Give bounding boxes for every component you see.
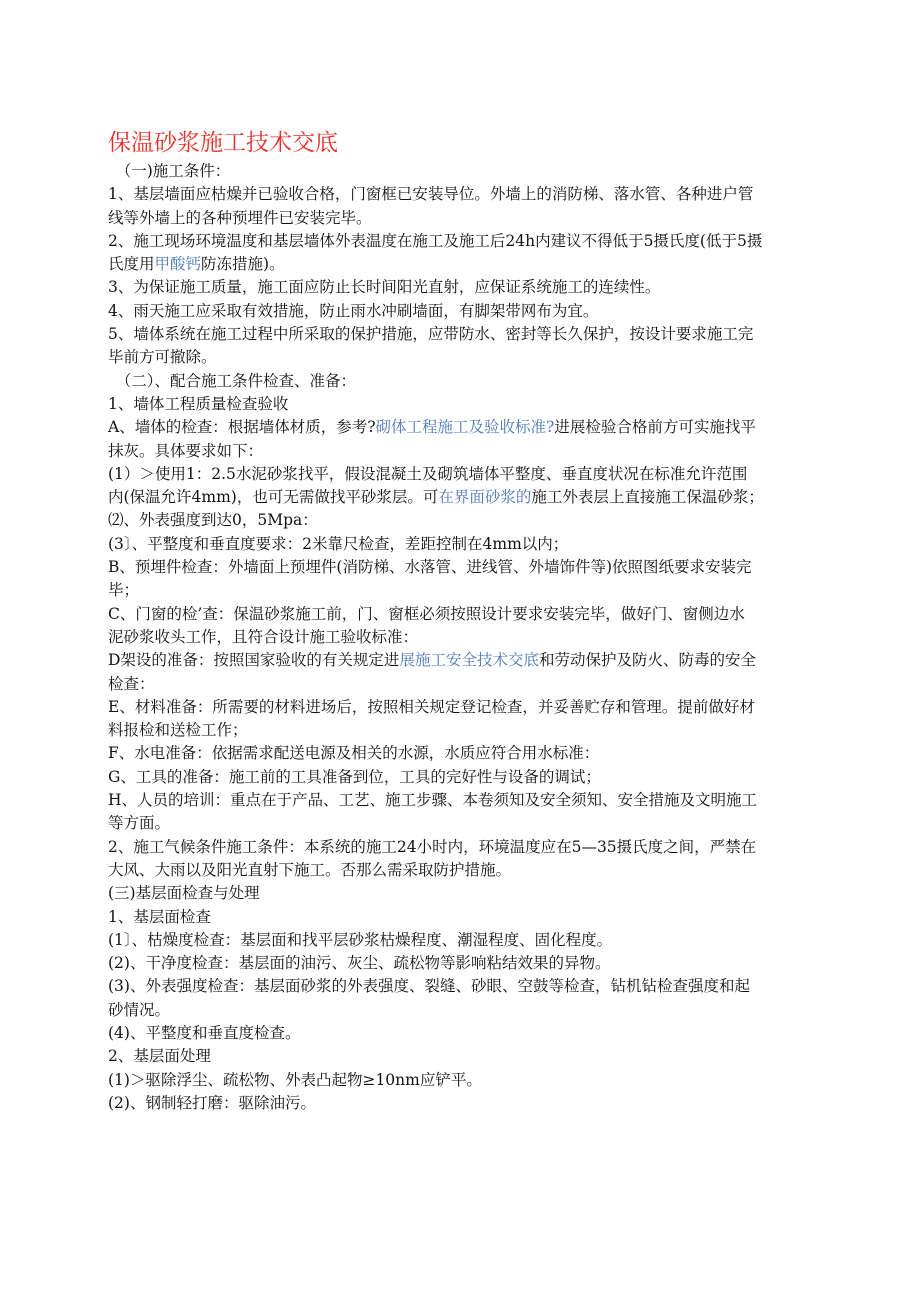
- text-line: [108, 183, 828, 206]
- inline-link[interactable]: 在界面砂浆的: [438, 488, 532, 507]
- text-line: [108, 859, 828, 882]
- text-segment: 内(保温允许4mm)，也可无需做找平砂浆层。可: [108, 488, 439, 507]
- text-segment: A、墙体的检查：根据墙体材质，参考?: [108, 418, 376, 437]
- text-line: [108, 579, 828, 602]
- text-line: [108, 509, 828, 532]
- text-segment: 2、基层面处理: [108, 1047, 211, 1066]
- text-segment: 砂情况。: [108, 1000, 171, 1019]
- text-segment: (1〕、枯燥度检查：基层面和找平层砂浆枯燥程度、潮湿程度、固化程度。: [108, 930, 613, 949]
- text-segment: 防冻措施)。: [201, 255, 285, 274]
- text-line: [108, 952, 828, 975]
- text-line: [108, 556, 828, 579]
- text-segment: 1、墙体工程质量检查验收: [108, 394, 289, 413]
- text-line: [108, 975, 828, 998]
- text-line: [108, 323, 828, 346]
- text-segment: G、工具的准备：施工前的工具准备到位，工具的完好性与设备的调试；: [108, 767, 601, 786]
- text-segment: 检查：: [108, 674, 155, 693]
- text-segment: (2)、钢制轻打磨：驱除油污。: [108, 1093, 316, 1112]
- text-line: [108, 1069, 828, 1092]
- inline-link[interactable]: 展施工安全技术交底: [399, 651, 539, 670]
- text-line: [108, 346, 828, 369]
- text-segment: 氏度用: [108, 255, 155, 274]
- text-segment: 等方面。: [108, 814, 171, 833]
- text-segment: 2、施工气候条件施工条件：本系统的施工24小时内，环境温度应在5—35摄氏度之间，严禁在: [108, 837, 757, 856]
- text-segment: 1、基层面检查: [108, 907, 211, 926]
- text-segment: C、门窗的检’查：保温砂浆施工前，门、窗框必须按照设计要求安装完毕，做好门、窗侧边水: [108, 604, 745, 623]
- text-line: [108, 230, 828, 253]
- document-body: [108, 160, 828, 1115]
- text-line: [108, 812, 828, 835]
- text-segment: 毕；: [108, 581, 140, 600]
- text-segment: 进展检验合格前方可实施找平: [554, 418, 756, 437]
- text-line: [108, 253, 828, 276]
- text-segment: 泥砂浆收头工作，且符合设计施工验收标准：: [108, 627, 419, 646]
- text-line: [108, 276, 828, 299]
- text-line: [108, 999, 828, 1022]
- text-segment: D架设的准备：按照国家验收的有关规定进: [108, 651, 400, 670]
- text-line: [108, 300, 828, 323]
- text-segment: (2)、干净度检查：基层面的油污、灰尘、疏松物等影响粘结效果的异物。: [108, 954, 611, 973]
- text-segment: 毕前方可撤除。: [108, 348, 217, 367]
- text-segment: (3)、外表强度检查：基层面砂浆的外表强度、裂缝、砂眼、空鼓等检查，钻机钻检查强度和起: [108, 977, 750, 996]
- text-line: [108, 649, 828, 672]
- text-segment: 3、为保证施工质量，施工面应防止长时间阳光直射，应保证系统施工的连续性。: [108, 278, 661, 297]
- text-segment: (1)＞驱除浮尘、疏松物、外表凸起物≥10nm应铲平。: [108, 1070, 482, 1089]
- text-segment: 施工外表层上直接施工保温砂浆；: [531, 488, 764, 507]
- text-line: [108, 533, 828, 556]
- text-line: [108, 416, 828, 439]
- text-line: [108, 906, 828, 929]
- text-segment: 和劳动保护及防火、防毒的安全: [538, 651, 756, 670]
- text-line: [108, 440, 828, 463]
- text-line: [108, 789, 828, 812]
- inline-link[interactable]: 甲酸钙: [154, 255, 202, 274]
- text-segment: 5、墙体系统在施工过程中所采取的保护措施，应带防水、密封等长久保护，按设计要求施工完: [108, 325, 754, 344]
- text-line: [108, 463, 828, 486]
- text-segment: (三)基层面检查与处理: [108, 884, 260, 903]
- text-line: [108, 160, 828, 183]
- text-segment: 2、施工现场环境温度和基层墙体外表温度在施工及施工后24h内建议不得低于5摄氏度(低于5摄: [108, 231, 763, 250]
- text-segment: （二）、配合施工条件检查、准备：: [108, 371, 357, 390]
- text-line: [108, 1092, 828, 1115]
- text-line: [108, 603, 828, 626]
- text-segment: 大风、大雨以及阳光直射下施工。否那么需采取防护措施。: [108, 860, 512, 879]
- text-segment: （一)施工条件：: [108, 162, 231, 180]
- text-line: [108, 696, 828, 719]
- text-segment: 线等外墙上的各种预埋件已安装完毕。: [108, 208, 372, 227]
- text-line: [108, 882, 828, 905]
- text-segment: (1）＞使用1：2.5水泥砂浆找平，假设混凝土及砌筑墙体平整度、垂直度状况在标准允许范围: [108, 464, 748, 483]
- text-line: [108, 626, 828, 649]
- text-line: [108, 1045, 828, 1068]
- text-line: [108, 393, 828, 416]
- text-segment: E、材料准备：所需要的材料进场后，按照相关规定登记检查，并妥善贮存和管理。提前做好材: [108, 697, 755, 716]
- text-line: [108, 719, 828, 742]
- text-line: [108, 207, 828, 230]
- text-segment: F、水电准备：依据需求配送电源及相关的水源，水质应符合用水标准：: [108, 744, 600, 763]
- text-line: [108, 486, 828, 509]
- text-segment: 抹灰。具体要求如下：: [108, 441, 264, 460]
- inline-link[interactable]: 砌体工程施工及验收标准?: [375, 418, 555, 437]
- text-line: [108, 673, 828, 696]
- text-line: [108, 370, 828, 393]
- text-segment: 料报检和送检工作；: [108, 721, 248, 740]
- text-line: [108, 1022, 828, 1045]
- text-segment: (4)、平整度和垂直度检查。: [108, 1023, 301, 1042]
- text-line: [108, 742, 828, 765]
- text-line: [108, 766, 828, 789]
- text-segment: 4、雨天施工应采取有效措施，防止雨水冲刷墙面，有脚架带网布为宜。: [108, 301, 599, 320]
- text-segment: B、预埋件检查：外墙面上预埋件(消防梯、水落管、进线管、外墙饰件等)依照图纸要求安装完: [108, 558, 752, 577]
- text-line: [108, 836, 828, 859]
- text-segment: ⑵、外表强度到达0，5Mpa：: [108, 511, 318, 530]
- document-title: 保温砂浆施工技术交底: [108, 130, 338, 156]
- text-segment: (3〕、平整度和垂直度要求：2米靠尺检查，差距控制在4mm以内；: [108, 534, 569, 553]
- text-segment: H、人员的培训：重点在于产品、工艺、施工步骤、本卷须知及安全须知、安全措施及文明施工: [108, 791, 758, 810]
- text-line: [108, 929, 828, 952]
- text-segment: 1、基层墙面应枯燥并已验收合格，门窗框已安装导位。外墙上的消防梯、落水管、各种进户管: [108, 185, 754, 204]
